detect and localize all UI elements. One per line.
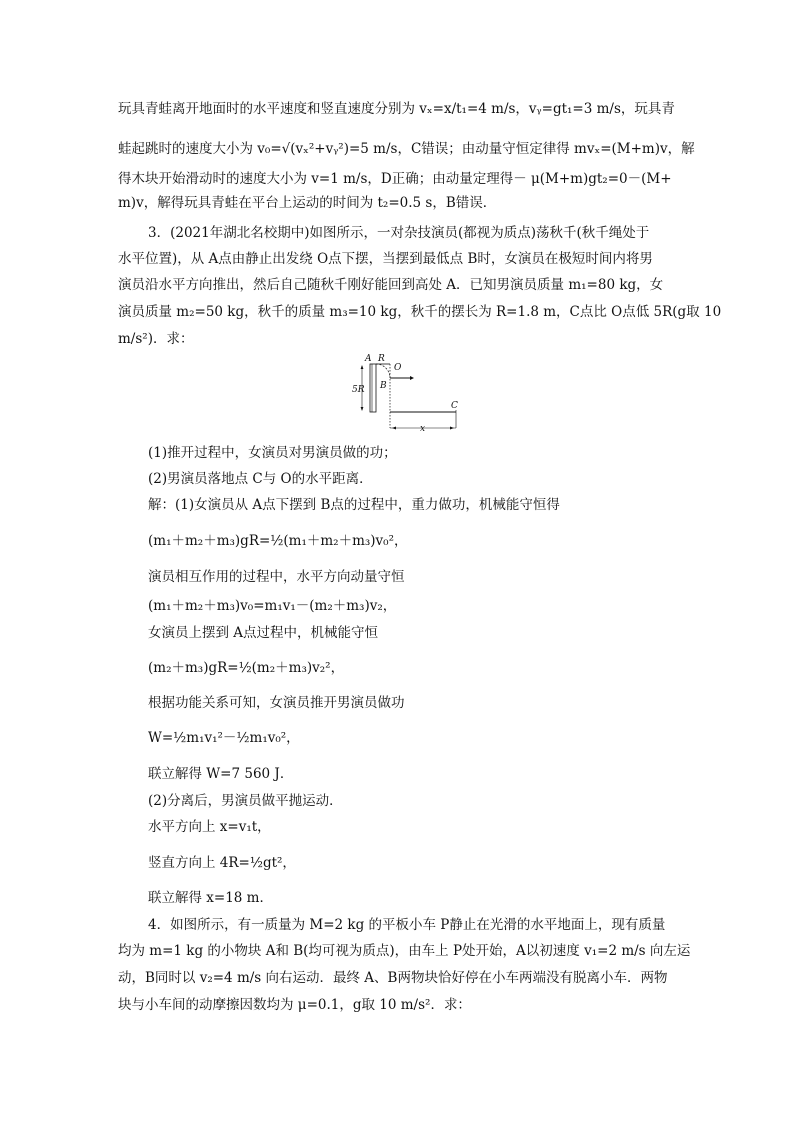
arrow-head: [410, 376, 414, 380]
5r-arrow-top: [361, 365, 364, 369]
formula-line: 竖直方向上 4R=½gt²，: [148, 855, 296, 871]
text-line: 女演员上摆到 A点过程中，机械能守恒: [148, 625, 379, 641]
label-c: C: [451, 401, 458, 411]
formula-line: (m₂＋m₃)gR=½(m₂＋m₃)v₂²，: [148, 660, 345, 676]
text-line: m)v，解得玩具青蛙在平台上运动的时间为 t₂=0.5 s，B错误．: [118, 195, 497, 211]
label-a: A: [365, 354, 372, 364]
text-line: 联立解得 x=18 m．: [148, 890, 273, 906]
text-line: (2)男演员落地点 C与 O的水平距离．: [148, 471, 373, 487]
text-line: 根据功能关系可知，女演员推开男演员做功: [148, 695, 405, 711]
text-line: (2)分离后，男演员做平抛运动．: [148, 793, 343, 809]
text-line: (1)推开过程中，女演员对男演员做的功；: [148, 445, 397, 461]
pillar: [370, 364, 376, 412]
swing-arc: [376, 364, 390, 378]
text-line: m/s²)．求：: [118, 331, 194, 347]
formula-line: W=½m₁v₁²－½m₁v₀²，: [148, 730, 300, 746]
label-5r: 5R: [352, 385, 365, 395]
text-line: 解：(1)女演员从 A点下摆到 B点的过程中，重力做功，机械能守恒得: [148, 497, 560, 513]
text-line: 蛙起跳时的速度大小为 v₀=√(vₓ²+vᵧ²)=5 m/s，C错误；由动量守恒定律得 mvₓ=(M+m)v，解: [118, 141, 695, 157]
label-b: B: [380, 381, 387, 391]
formula-line: (m₁＋m₂＋m₃)v₀=m₁v₁－(m₂＋m₃)v₂，: [148, 598, 397, 614]
formula-line: 水平方向上 x=v₁t，: [148, 819, 271, 835]
label-x: x: [420, 424, 426, 434]
label-r: R: [378, 354, 385, 364]
x-arrow-left: [392, 427, 396, 430]
5r-arrow-bottom: [361, 407, 364, 411]
text-line: 得木块开始滑动时的速度大小为 v=1 m/s，D正确；由动量定理得－ μ(M+m)gt₂=0－(M+: [118, 171, 672, 187]
text-line: 演员质量 m₂=50 kg，秋千的质量 m₃=10 kg，秋千的摆长为 R=1.8 m，C点比 O点低 5R(g取 10: [118, 304, 722, 320]
text-line: 均为 m=1 kg 的小物块 A和 B(均可视为质点)，由车上 P处开始，A以初速度 v₁=2 m/s 向左运: [118, 943, 691, 959]
text-line: 4．如图所示，有一质量为 M=2 kg 的平板小车 P静止在光滑的水平地面上，现有质量: [148, 917, 666, 933]
text-line: 联立解得 W=7 560 J．: [148, 766, 294, 782]
label-o: O: [394, 363, 402, 373]
swing-diagram: [352, 352, 462, 434]
formula-line: (m₁＋m₂＋m₃)gR=½(m₁＋m₂＋m₃)v₀²，: [148, 533, 408, 549]
text-line: 演员相互作用的过程中，水平方向动量守恒: [148, 569, 405, 585]
x-arrow-right: [450, 427, 454, 430]
text-line: 块与小车间的动摩擦因数均为 μ=0.1，g取 10 m/s²．求：: [118, 997, 471, 1013]
text-line: 演员沿水平方向推出，然后自己随秋千刚好能回到高处 A．已知男演员质量 m₁=80 kg，女: [118, 277, 664, 293]
text-line: 动，B同时以 v₂=4 m/s 向右运动．最终 A、B两物块恰好停在小车两端没有脱离小车．两物: [118, 970, 668, 986]
text-line: 水平位置)，从 A点由静止出发绕 O点下摆，当摆到最低点 B时，女演员在极短时间内将男: [118, 251, 653, 267]
text-line: 玩具青蛙离开地面时的水平速度和竖直速度分别为 vₓ=x/t₁=4 m/s，vᵧ=gt₁=3 m/s，玩具青: [118, 101, 675, 117]
text-line: 3．(2021年湖北名校期中)如图所示，一对杂技演员(都视为质点)荡秋千(秋千绳处于: [148, 225, 650, 241]
